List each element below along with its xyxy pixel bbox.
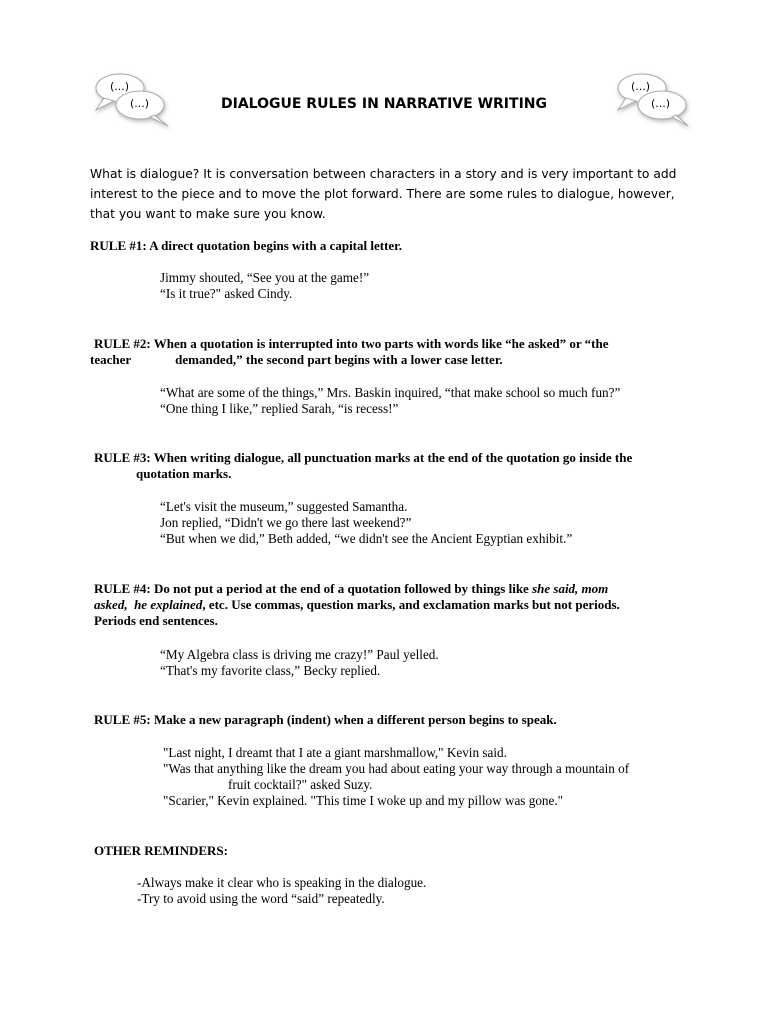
reminders-heading: OTHER REMINDERS: (94, 843, 228, 858)
example-line: “What are some of the things,” Mrs. Baskin inquired, “that make school so much fun?” (160, 385, 621, 400)
example-line: "Was that anything like the dream you had about eating your way through a mountain of (163, 761, 630, 776)
example-line: “One thing I like,” replied Sarah, “is recess!” (160, 401, 399, 416)
rule-2-heading-line-2b: demanded,” the second part begins with a lower case letter. (175, 352, 503, 367)
example-line: fruit cocktail?" asked Suzy. (228, 777, 373, 792)
example-line: Jon replied, “Didn't we go there last weekend?” (160, 515, 412, 530)
rule-5-heading: RULE #5: Make a new paragraph (indent) when a different person begins to speak. (94, 712, 557, 727)
rule-2-examples (160, 385, 620, 417)
bubble-text-left-1: (...) (110, 80, 130, 93)
example-line: "Last night, I dreamt that I ate a giant marshmallow," Kevin said. (163, 745, 507, 760)
bubble-text-left-2: (...) (130, 97, 150, 110)
rule-1-examples (160, 270, 369, 302)
bubble-text-right-2: (...) (651, 97, 671, 110)
example-line: “That's my favorite class,” Becky replied. (160, 663, 381, 678)
rule-2-heading (90, 336, 690, 368)
example-line: "Scarier," Kevin explained. "This time I woke up and my pillow was gone." (163, 793, 564, 808)
intro-paragraph: What is dialogue? It is conversation between characters in a story and is very important to add interest to the piece and to move the plot forward. There are some rules to dialogue, however, that you want to make sure you know. (90, 167, 677, 221)
rule-3-heading (94, 450, 694, 482)
example-line: “But when we did,” Beth added, “we didn't see the Ancient Egyptian exhibit.” (160, 531, 573, 546)
rule-4-heading-line-2b: , etc. Use commas, question marks, and exclamation marks but not periods. (202, 597, 620, 612)
rule-3-heading-line-1: RULE #3: When writing dialogue, all punctuation marks at the end of the quotation go inside the (94, 450, 633, 465)
rule-1-heading: RULE #1: A direct quotation begins with a capital letter. (90, 238, 403, 253)
rule-4-heading-line-2a: asked, he explained (94, 597, 203, 612)
list-item: -Try to avoid using the word “said” repeatedly. (137, 891, 385, 906)
rule-5-examples (163, 745, 629, 809)
rule-3-heading-line-2: quotation marks. (136, 466, 232, 481)
list-item: -Always make it clear who is speaking in the dialogue. (137, 875, 427, 890)
rule-4-heading-line-3: Periods end sentences. (94, 613, 218, 628)
example-line: “Let's visit the museum,” suggested Samantha. (160, 499, 408, 514)
example-line: “Is it true?" asked Cindy. (160, 286, 293, 301)
example-line: Jimmy shouted, “See you at the game!” (160, 270, 370, 285)
rule-4-examples (160, 647, 439, 679)
rule-4-heading-line-1a: RULE #4: Do not put a period at the end of a quotation followed by things like (94, 581, 533, 596)
reminders-list (137, 875, 426, 907)
rule-3-examples (160, 499, 572, 547)
rule-2-heading-line-2a: teacher (90, 352, 132, 367)
page-title: DIALOGUE RULES IN NARRATIVE WRITING (221, 96, 547, 112)
example-line: “My Algebra class is driving me crazy!” Paul yelled. (160, 647, 439, 662)
bubble-text-right-1: (...) (631, 80, 651, 93)
rule-4-heading-line-1b: she said, mom (532, 581, 609, 596)
rule-4-heading (94, 581, 694, 629)
rule-2-heading-line-1: RULE #2: When a quotation is interrupted into two parts with words like “he asked” or “the (94, 336, 609, 351)
